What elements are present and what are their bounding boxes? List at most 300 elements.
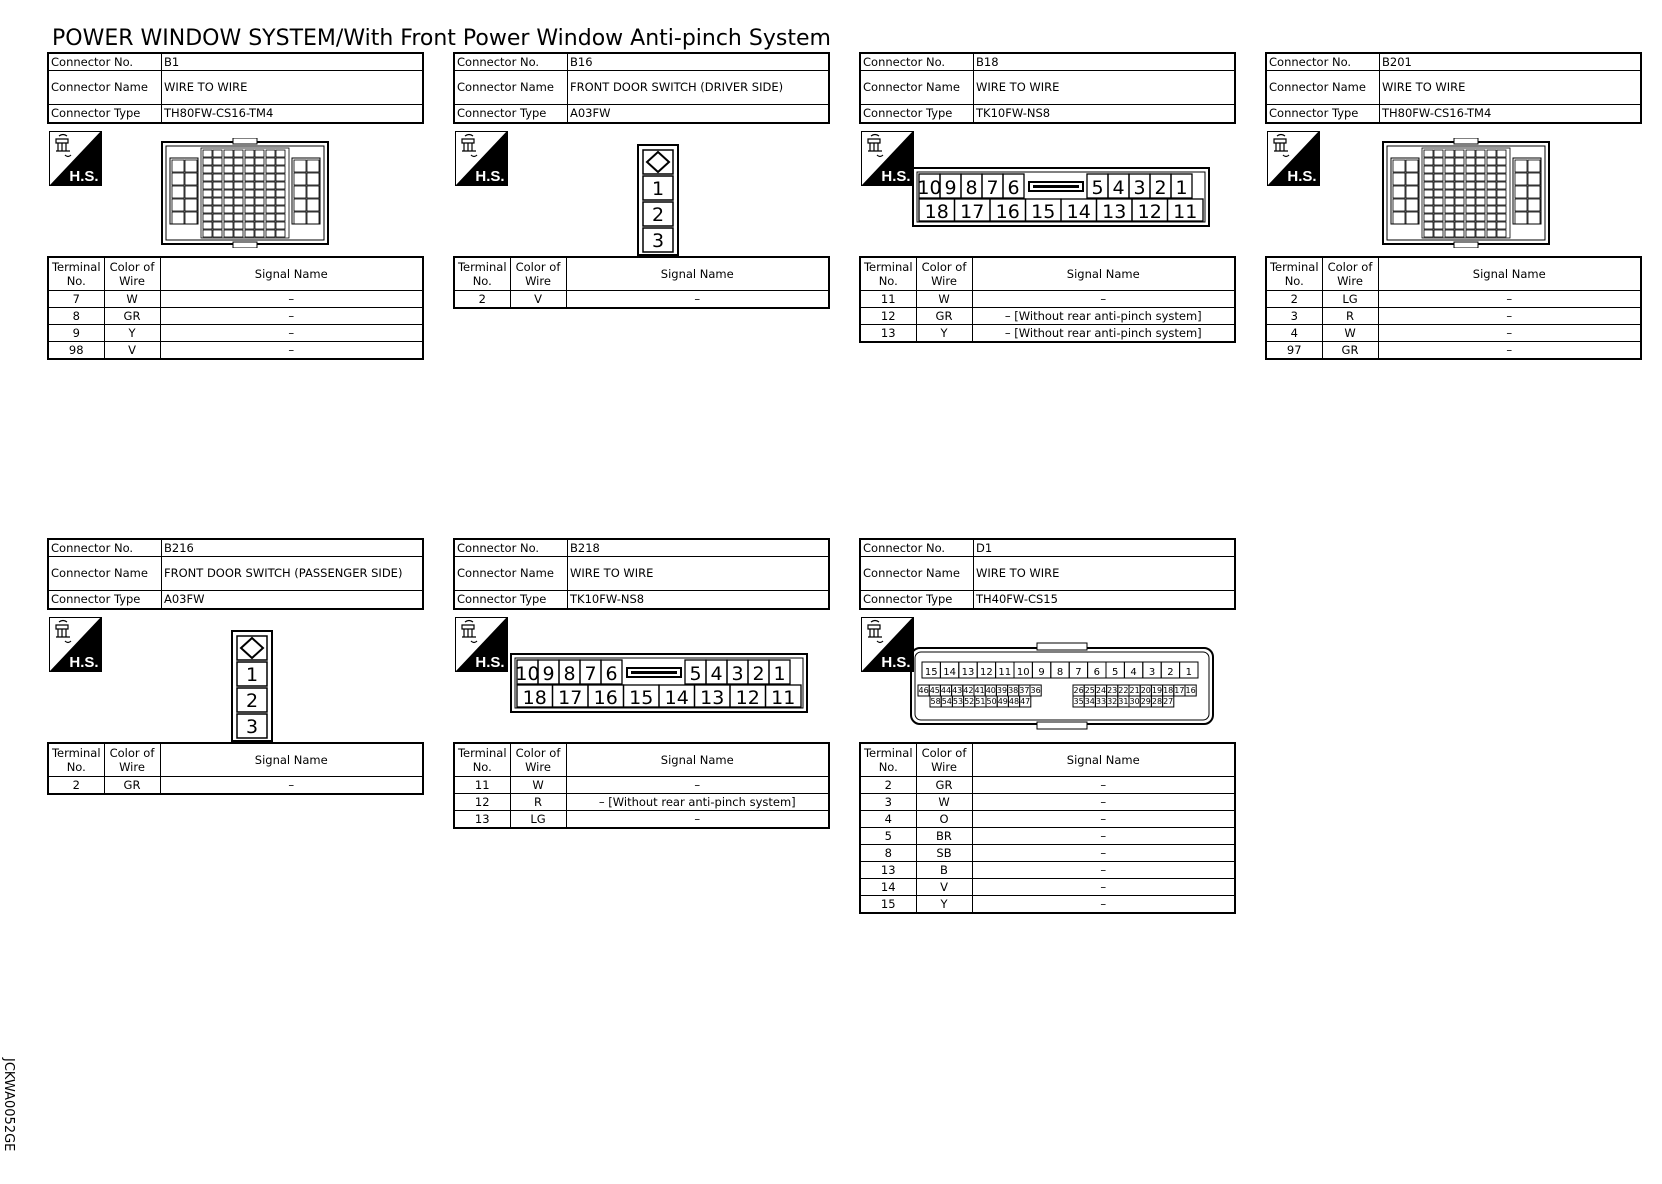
pin-label: 25	[1084, 686, 1095, 695]
pin-cavity	[1466, 174, 1475, 181]
pin-cavity	[1528, 173, 1540, 185]
table-row	[48, 291, 423, 308]
terminal-no: 3	[860, 794, 916, 811]
table-row	[48, 342, 423, 360]
pin-cavity	[1487, 222, 1496, 229]
pin-cavity	[1445, 222, 1454, 229]
pin-cavity	[245, 150, 254, 157]
pin-cavity	[234, 158, 243, 165]
pin-cavity	[1497, 198, 1506, 205]
terminal-no: 98	[48, 342, 104, 360]
signal-name: – [Without rear anti-pinch system]	[566, 794, 829, 811]
pin-cavity	[1466, 198, 1475, 205]
pin-cavity	[266, 230, 275, 237]
pin-label: 1	[1185, 667, 1192, 678]
pin-cavity	[1487, 166, 1496, 173]
pin-label: 28	[1151, 697, 1163, 706]
pin-cavity	[266, 222, 275, 229]
pin-cavity	[234, 230, 243, 237]
connector-name-label: Connector Name	[454, 557, 568, 591]
wire-color: GR	[916, 777, 972, 794]
pin-label: 21	[1129, 686, 1140, 695]
hs-harness-side-icon	[455, 617, 508, 672]
wire-color: W	[510, 777, 566, 794]
connector-name-value: WIRE TO WIRE	[974, 557, 1236, 591]
pin-cavity	[1515, 186, 1527, 198]
connector-no-value: B218	[568, 539, 830, 557]
connector-type-label: Connector Type	[48, 105, 162, 124]
pin-cavity	[1487, 182, 1496, 189]
pin-cavity	[213, 158, 222, 165]
pin-label: 10	[917, 177, 942, 199]
pin-cavity	[1476, 214, 1485, 221]
table-row	[454, 811, 829, 829]
pin-cavity	[1528, 212, 1540, 224]
signal-header: Signal Name	[160, 743, 423, 777]
pin-label: 3	[731, 663, 744, 685]
table-row	[860, 896, 1235, 914]
pin-cavity	[1455, 182, 1464, 189]
pin-cavity	[1455, 190, 1464, 197]
pin-cavity	[1528, 186, 1540, 198]
connector-name-label: Connector Name	[1266, 71, 1380, 105]
pin-label: 10	[1016, 667, 1030, 678]
pin-label: 9	[1038, 667, 1045, 678]
pin-cavity	[1476, 222, 1485, 229]
connector-type-value: TH80FW-CS16-TM4	[162, 105, 424, 124]
pin-cavity	[1497, 222, 1506, 229]
pin-label: 3	[1133, 177, 1146, 199]
connector-no-label: Connector No.	[454, 539, 568, 557]
pin-cavity	[1466, 206, 1475, 213]
connector-name-value: WIRE TO WIRE	[162, 71, 424, 105]
pin-cavity	[224, 190, 233, 197]
pin-label: 27	[1163, 697, 1174, 706]
pin-cavity	[276, 158, 285, 165]
pin-label: 23	[1107, 686, 1118, 695]
pin-cavity	[276, 230, 285, 237]
pin-label: 53	[952, 697, 964, 706]
pin-cavity	[224, 150, 233, 157]
pin-cavity	[307, 186, 319, 198]
pin-cavity	[1424, 214, 1433, 221]
wire-color: O	[916, 811, 972, 828]
pin-cavity	[1497, 182, 1506, 189]
pin-label: 44	[940, 686, 952, 695]
pin-label: 32	[1107, 697, 1118, 706]
wire-color: GR	[104, 308, 160, 325]
pin-label: 43	[952, 686, 963, 695]
pin-cavity	[172, 173, 184, 185]
pin-cavity	[276, 190, 285, 197]
table-row	[48, 308, 423, 325]
pin-cavity	[245, 206, 254, 213]
pin-label: 38	[1008, 686, 1019, 695]
pin-cavity	[1445, 214, 1454, 221]
connector-name-value: WIRE TO WIRE	[1380, 71, 1642, 105]
pin-label: 14	[664, 687, 689, 709]
pin-cavity	[266, 174, 275, 181]
pin-cavity	[1406, 186, 1418, 198]
pin-cavity	[224, 222, 233, 229]
pin-cavity	[1424, 166, 1433, 173]
pin-label: 29	[1140, 697, 1151, 706]
hs-label: H.S.	[69, 654, 99, 671]
pin-cavity	[1445, 198, 1454, 205]
pin-label: 2	[245, 690, 259, 712]
connector-panel-b218	[453, 538, 830, 829]
pin-cavity	[1455, 230, 1464, 237]
pin-label: 9	[542, 663, 555, 685]
pin-cavity	[1497, 174, 1506, 181]
wire-color: R	[1322, 308, 1378, 325]
wire-color: V	[916, 879, 972, 896]
connector-face-ns8	[911, 166, 1211, 228]
connector-name-value: WIRE TO WIRE	[568, 557, 830, 591]
table-row	[860, 325, 1235, 343]
pin-cavity	[224, 230, 233, 237]
pin-cavity	[213, 214, 222, 221]
pin-cavity	[1466, 230, 1475, 237]
pin-cavity	[234, 166, 243, 173]
pin-cavity	[185, 212, 197, 224]
pin-cavity	[307, 173, 319, 185]
pin-label: 8	[563, 663, 576, 685]
pin-label: 8	[965, 177, 978, 199]
connector-no-label: Connector No.	[1266, 53, 1380, 71]
pin-cavity	[1528, 199, 1540, 211]
pin-cavity	[245, 166, 254, 173]
connector-no-value: B1	[162, 53, 424, 71]
pin-label: 9	[944, 177, 957, 199]
color-header: Color of Wire	[104, 743, 160, 777]
terminal-no: 8	[860, 845, 916, 862]
connector-header	[859, 52, 1236, 124]
connector-panel-b16	[453, 52, 830, 309]
connector-name-label: Connector Name	[48, 557, 162, 591]
wire-color: B	[916, 862, 972, 879]
table-row	[860, 308, 1235, 325]
connector-type-label: Connector Type	[860, 105, 974, 124]
pin-label: 12	[735, 687, 760, 709]
pin-cavity	[185, 186, 197, 198]
signal-name: –	[972, 291, 1235, 308]
connector-header	[1265, 52, 1642, 124]
pin-cavity	[234, 214, 243, 221]
connector-type-label: Connector Type	[454, 591, 568, 610]
connector-no-label: Connector No.	[860, 53, 974, 71]
pin-label: 47	[1020, 697, 1031, 706]
pin-label: 8	[1056, 667, 1064, 678]
wire-color: V	[104, 342, 160, 360]
pin-label: 6	[1007, 177, 1020, 199]
connector-face-a03	[231, 630, 273, 742]
connector-header	[453, 52, 830, 124]
color-header: Color of Wire	[510, 743, 566, 777]
wire-color: R	[510, 794, 566, 811]
pin-cavity	[185, 199, 197, 211]
pin-cavity	[234, 174, 243, 181]
pin-label: 20	[1140, 686, 1151, 695]
pin-label: 58	[930, 697, 941, 706]
pin-label: 15	[629, 687, 654, 709]
pin-cavity	[1455, 206, 1464, 213]
signal-header: Signal Name	[566, 743, 829, 777]
terminal-no: 97	[1266, 342, 1322, 360]
pin-label: 13	[700, 687, 725, 709]
table-row	[860, 879, 1235, 896]
pin-cavity	[1476, 182, 1485, 189]
pin-cavity	[1445, 182, 1454, 189]
pin-cavity	[1487, 198, 1496, 205]
terminal-no: 12	[860, 308, 916, 325]
connector-panel-b201	[1265, 52, 1642, 360]
pin-cavity	[1476, 174, 1485, 181]
pin-cavity	[266, 198, 275, 205]
connector-header	[453, 538, 830, 610]
pin-cavity	[172, 212, 184, 224]
pin-label: 5	[1112, 667, 1119, 678]
pin-label: 30	[1129, 697, 1140, 706]
table-row	[860, 291, 1235, 308]
connector-type-label: Connector Type	[1266, 105, 1380, 124]
pin-cavity	[245, 230, 254, 237]
connector-type-value: TH80FW-CS16-TM4	[1380, 105, 1642, 124]
signal-name: –	[972, 794, 1235, 811]
pin-cavity	[224, 214, 233, 221]
hs-label: H.S.	[69, 168, 99, 185]
table-row	[1266, 342, 1641, 360]
pin-label: 2	[651, 204, 665, 226]
wire-color: GR	[1322, 342, 1378, 360]
signal-name: –	[1378, 342, 1641, 360]
pin-cavity	[213, 206, 222, 213]
color-header: Color of Wire	[1322, 257, 1378, 291]
terminal-no: 5	[860, 828, 916, 845]
wire-color: W	[104, 291, 160, 308]
connector-header	[47, 52, 424, 124]
pin-label: 16	[995, 201, 1020, 223]
pin-label: 11	[1173, 201, 1198, 223]
signal-header: Signal Name	[160, 257, 423, 291]
pin-label: 17	[1174, 686, 1185, 695]
table-row	[454, 777, 829, 794]
terminal-no: 7	[48, 291, 104, 308]
pin-cavity	[1393, 212, 1405, 224]
pin-cavity	[1424, 222, 1433, 229]
pin-cavity	[266, 214, 275, 221]
pin-label: 11	[998, 667, 1012, 678]
pin-cavity	[1445, 150, 1454, 157]
connector-name-value: WIRE TO WIRE	[974, 71, 1236, 105]
pin-cavity	[1424, 150, 1433, 157]
terminal-no: 15	[860, 896, 916, 914]
pin-cavity	[213, 174, 222, 181]
pin-cavity	[1424, 190, 1433, 197]
pin-label: 34	[1084, 697, 1095, 706]
pin-cavity	[294, 186, 306, 198]
pin-cavity	[266, 150, 275, 157]
pin-label: 14	[943, 667, 956, 678]
terminal-table	[453, 256, 830, 309]
connector-type-value: TK10FW-NS8	[974, 105, 1236, 124]
pin-cavity	[1445, 206, 1454, 213]
pin-cavity	[203, 198, 212, 205]
table-row	[1266, 291, 1641, 308]
pin-cavity	[255, 190, 264, 197]
pin-label: 48	[1008, 697, 1020, 706]
terminal-table	[47, 256, 424, 360]
connector-name-label: Connector Name	[454, 71, 568, 105]
pin-label: 50	[986, 697, 997, 706]
pin-label: 15	[1031, 201, 1056, 223]
hs-label: H.S.	[475, 168, 505, 185]
pin-cavity	[213, 182, 222, 189]
terminal-no: 3	[1266, 308, 1322, 325]
pin-cavity	[294, 212, 306, 224]
connector-face-ns8	[509, 652, 809, 714]
pin-cavity	[213, 190, 222, 197]
terminal-table	[859, 742, 1236, 914]
table-row	[860, 845, 1235, 862]
pin-cavity	[1406, 199, 1418, 211]
connector-header	[47, 538, 424, 610]
pin-cavity	[294, 199, 306, 211]
table-row	[454, 794, 829, 811]
terminal-no: 11	[454, 777, 510, 794]
terminal-no: 8	[48, 308, 104, 325]
pin-label: 7	[584, 663, 597, 685]
pin-cavity	[1455, 150, 1464, 157]
signal-name: – [Without rear anti-pinch system]	[972, 325, 1235, 343]
pin-label: 1	[1175, 177, 1188, 199]
pin-label: 4	[1112, 177, 1125, 199]
pin-cavity	[1487, 206, 1496, 213]
pin-label: 49	[997, 697, 1008, 706]
pin-cavity	[203, 174, 212, 181]
pin-label: 52	[964, 697, 975, 706]
pin-cavity	[1476, 206, 1485, 213]
pin-cavity	[276, 214, 285, 221]
connector-type-value: TH40FW-CS15	[974, 591, 1236, 610]
terminal-no-header: Terminal No.	[860, 257, 916, 291]
connector-type-value: TK10FW-NS8	[568, 591, 830, 610]
pin-cavity	[234, 190, 243, 197]
pin-cavity	[203, 166, 212, 173]
pin-cavity	[255, 230, 264, 237]
pin-cavity	[1445, 174, 1454, 181]
pin-cavity	[1497, 166, 1506, 173]
hs-harness-side-icon	[861, 617, 914, 672]
pin-cavity	[234, 150, 243, 157]
pin-label: 19	[1151, 686, 1163, 695]
hs-label: H.S.	[475, 654, 505, 671]
pin-label: 54	[941, 697, 952, 706]
pin-cavity	[1445, 230, 1454, 237]
pin-label: 40	[985, 686, 996, 695]
pin-label: 11	[771, 687, 796, 709]
pin-cavity	[1434, 174, 1443, 181]
pin-cavity	[294, 173, 306, 185]
connector-face-cs15	[909, 642, 1215, 730]
pin-cavity	[266, 158, 275, 165]
wire-color: LG	[510, 811, 566, 829]
pin-cavity	[1424, 206, 1433, 213]
signal-name: –	[566, 777, 829, 794]
pin-cavity	[1424, 230, 1433, 237]
pin-cavity	[1455, 198, 1464, 205]
signal-name: –	[972, 896, 1235, 914]
terminal-no-header: Terminal No.	[48, 257, 104, 291]
pin-label: 10	[515, 663, 540, 685]
table-row	[1266, 308, 1641, 325]
pin-cavity	[1434, 166, 1443, 173]
signal-header: Signal Name	[566, 257, 829, 291]
pin-cavity	[234, 182, 243, 189]
connector-header	[859, 538, 1236, 610]
pin-cavity	[213, 198, 222, 205]
pin-label: 24	[1095, 686, 1107, 695]
pin-label: 6	[1093, 667, 1100, 678]
pin-label: 22	[1118, 686, 1129, 695]
pin-cavity	[203, 190, 212, 197]
pin-label: 14	[1066, 201, 1091, 223]
pin-cavity	[255, 158, 264, 165]
pin-cavity	[255, 198, 264, 205]
pin-cavity	[276, 166, 285, 173]
pin-label: 2	[1154, 177, 1167, 199]
pin-label: 4	[710, 663, 723, 685]
pin-cavity	[1515, 173, 1527, 185]
pin-label: 16	[593, 687, 618, 709]
pin-cavity	[1487, 230, 1496, 237]
pin-cavity	[266, 166, 275, 173]
figure-code: JCKWA0052GE	[1, 1058, 16, 1152]
pin-cavity	[203, 182, 212, 189]
hs-harness-side-icon	[455, 131, 508, 186]
pin-cavity	[1393, 199, 1405, 211]
connector-name-label: Connector Name	[48, 71, 162, 105]
pin-label: 12	[980, 667, 993, 678]
pin-cavity	[1487, 158, 1496, 165]
pin-label: 41	[974, 686, 985, 695]
hs-harness-side-icon	[49, 131, 102, 186]
pin-label: 3	[651, 230, 665, 252]
pin-label: 18	[1163, 686, 1174, 695]
pin-cavity	[1406, 160, 1418, 172]
connector-name-label: Connector Name	[860, 71, 974, 105]
connector-no-label: Connector No.	[48, 539, 162, 557]
terminal-no-header: Terminal No.	[1266, 257, 1322, 291]
pin-cavity	[1393, 160, 1405, 172]
pin-label: 6	[605, 663, 618, 685]
pin-label: 17	[960, 201, 985, 223]
wire-color: BR	[916, 828, 972, 845]
wire-color: Y	[104, 325, 160, 342]
hs-harness-side-icon	[861, 131, 914, 186]
terminal-no: 2	[860, 777, 916, 794]
pin-cavity	[255, 206, 264, 213]
pin-cavity	[203, 230, 212, 237]
pin-cavity	[1455, 214, 1464, 221]
pin-cavity	[1445, 190, 1454, 197]
terminal-no: 14	[860, 879, 916, 896]
table-row	[860, 777, 1235, 794]
pin-cavity	[276, 174, 285, 181]
terminal-no: 2	[48, 777, 104, 795]
connector-no-label: Connector No.	[454, 53, 568, 71]
signal-name: –	[160, 325, 423, 342]
